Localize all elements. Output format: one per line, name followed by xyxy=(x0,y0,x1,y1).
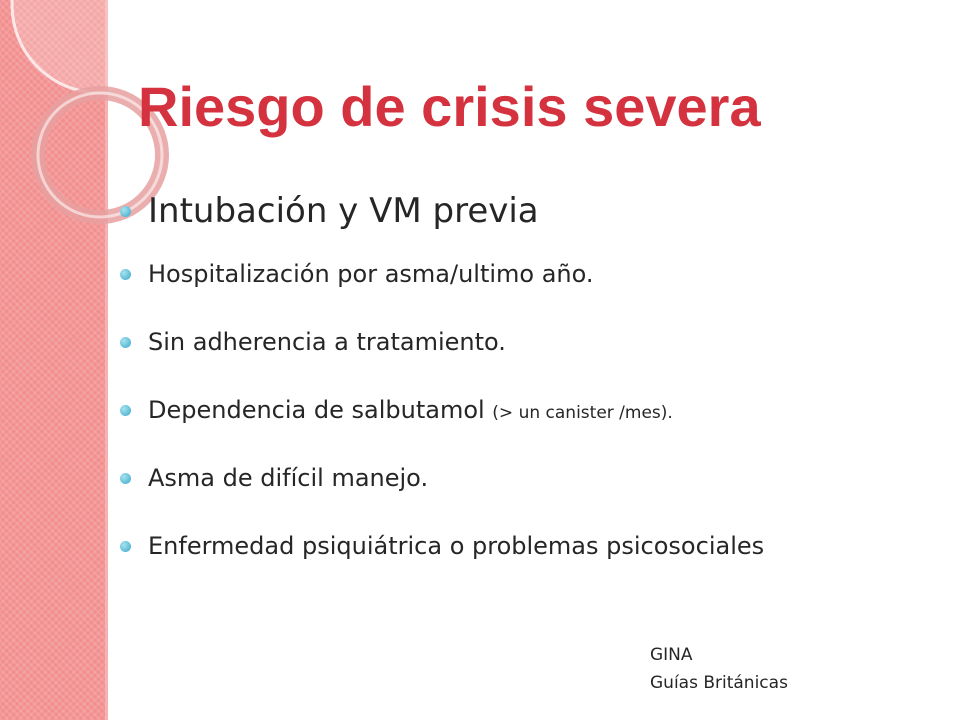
bullet-icon xyxy=(120,206,131,217)
list-item xyxy=(120,312,764,372)
bullet-icon xyxy=(120,405,131,416)
bullet-text: Sin adherencia a tratamiento. xyxy=(148,328,506,356)
list-item xyxy=(120,186,764,236)
bullet-text: Intubación y VM previa xyxy=(148,191,539,231)
bullet-icon xyxy=(120,337,131,348)
list-item xyxy=(120,516,764,576)
bullet-text: Hospitalización por asma/ultimo año. xyxy=(148,260,594,288)
slide-title: Riesgo de crisis severa xyxy=(138,75,761,138)
list-item xyxy=(120,448,764,508)
list-item xyxy=(120,380,764,440)
bullet-text: Enfermedad psiquiátrica o problemas psicosociales xyxy=(148,532,765,560)
bullet-note: (> un canister /mes). xyxy=(492,403,673,423)
bullet-icon xyxy=(120,269,131,280)
bullet-text: Asma de difícil manejo. xyxy=(148,464,429,492)
bullet-list xyxy=(120,186,764,576)
source-citation xyxy=(650,641,788,697)
bullet-icon xyxy=(120,473,131,484)
bullet-icon xyxy=(120,541,131,552)
bullet-text: Dependencia de salbutamol xyxy=(148,396,493,424)
source-line-gina: GINA xyxy=(650,645,693,665)
source-line-guias: Guías Británicas xyxy=(650,673,788,693)
list-item xyxy=(120,244,764,304)
